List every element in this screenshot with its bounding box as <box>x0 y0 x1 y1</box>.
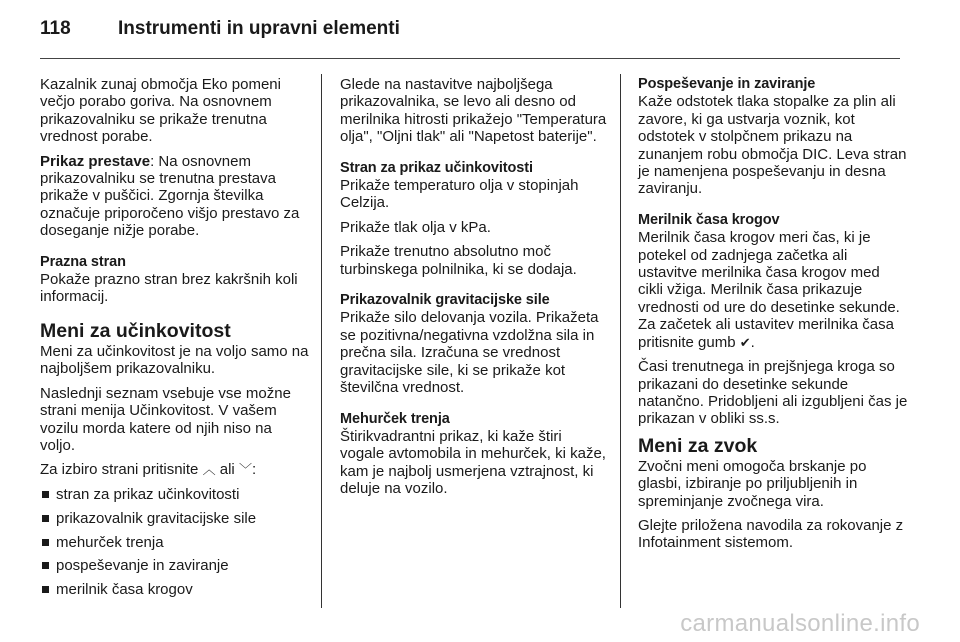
watermark: carmanualsonline.info <box>680 610 920 637</box>
column-1 <box>40 76 310 605</box>
subheading-performance-page: Stran za prikaz učinkovitosti <box>340 159 533 176</box>
section-heading-performance-menu: Meni za učinkovitost <box>40 319 231 342</box>
list-item: merilnik časa krogov <box>40 581 310 598</box>
list-item: stran za prikaz učinkovitosti <box>40 486 310 503</box>
subheading-g-force-display: Prikazovalnik gravitacijske sile <box>340 292 550 309</box>
paragraph-acceleration-braking: Kaže odstotek tlaka stopalke za plin ali zavore, ki ga ustvarja voznik, kot odstotek v stolpčnem prikazu na zunanjem robu območja DIC. Leva stran je namenjena pospeševanju in desna zaviranju. <box>638 93 907 198</box>
paragraph-g-force-display: Prikaže silo delovanja vozila. Prikažeta se pozitivna/negativna vzdolžna sila in prečna sila. Izračuna se vrednost gravitacijske sile, ki se prikaže kot številčna vrednost. <box>340 309 599 397</box>
paragraph-infotainment-reference: Glejte priložena navodila za rokovanje z Infotainment sistemom. <box>638 516 904 552</box>
checkmark-icon: ✔ <box>739 334 751 350</box>
chevron-down-icon: ﹀ <box>238 462 252 478</box>
paragraph-select-page: Za izbiro strani pritisnite ︿ ali ﹀: <box>40 461 257 479</box>
paragraph-friction-bubble: Štirikvadrantni prikaz, ki kaže štiri vogale avtomobila in mehurček, ki kaže, kam je najbolj usmerjena vztrajnost, ki deluje na vozilo. <box>340 427 606 498</box>
paragraph-speedometer-gauges: Glede na nastavitve najboljšega prikazovalnika, se levo ali desno od merilnika hitrosti prikažejo "Temperatura olja", "Oljni tlak" ali "Napetost baterije". <box>340 76 607 146</box>
paragraph-performance-menu: Meni za učinkovitost je na voljo samo na najboljšem prikazovalniku. <box>40 342 309 378</box>
paragraph-empty-page: Pokaže prazno stran brez kakršnih koli informacij. <box>40 271 298 306</box>
column-3 <box>638 76 908 559</box>
paragraph-lap-times: Časi trenutnega in prejšnjega kroga so prikazani do desetinke sekunde natančno. Pridobljeni ali izgubljeni čas je prikazan v obliki ss.s. <box>638 358 908 428</box>
subheading-acceleration-braking: Pospeševanje in zaviranje <box>638 76 816 92</box>
page-header <box>40 18 400 48</box>
column-divider-left <box>321 74 322 608</box>
column-2 <box>340 76 610 505</box>
list-item: pospeševanje in zaviranje <box>40 557 310 574</box>
paragraph-audio-menu: Zvočni meni omogoča brskanje po glasbi, izbiranje po priljubljenih in spreminjanje zvočnega vira. <box>638 457 867 510</box>
running-title: Instrumenti in upravni elementi <box>118 18 400 39</box>
page-number: 118 <box>40 18 71 39</box>
subheading-friction-bubble: Mehurček trenja <box>340 410 450 427</box>
column-divider-right <box>620 74 621 608</box>
list-item: prikazovalnik gravitacijske sile <box>40 510 310 527</box>
chevron-up-icon: ︿ <box>202 462 216 478</box>
paragraph-turbo-boost: Prikaže trenutno absolutno moč turbinskega polnilnika, ki se dodaja. <box>340 243 577 278</box>
performance-pages-list <box>40 486 310 599</box>
gear-display-text: : Na osnovnem prikazovalniku se trenutna prestava prikaže v puščici. Zgornja številka označuje priporočeno višjo prestavo za doseganje nižje porabe. <box>40 152 300 240</box>
paragraph-oil-temperature: Prikaže temperaturo olja v stopinjah Celzija. <box>340 177 579 212</box>
subheading-lap-timer: Merilnik časa krogov <box>638 211 780 228</box>
paragraph-list-intro: Naslednji seznam vsebuje vse možne strani menija Učinkovitost. V vašem vozilu morda katere od njih niso na voljo. <box>40 384 291 454</box>
section-heading-audio-menu: Meni za zvok <box>638 434 758 457</box>
gear-display-label: Prikaz prestave <box>40 152 151 170</box>
paragraph-oil-pressure: Prikaže tlak olja v kPa. <box>340 218 491 236</box>
paragraph-lap-timer: Merilnik časa krogov meri čas, ki je potekel od zadnjega začetka ali ustavitve merilnika časa krogov med cikli vžiga. Merilnik časa prikazuje vrednosti od ure do desetinke sekunde. Za začetek ali ustavitev merilnika časa pritisnite gumb ✔. <box>638 229 900 351</box>
paragraph-eco-range: Kazalnik zunaj območja Eko pomeni večjo porabo goriva. Na osnovnem prikazovalniku se prikaže trenutna vrednost porabe. <box>40 76 281 146</box>
list-item: mehurček trenja <box>40 534 310 551</box>
subheading-empty-page: Prazna stran <box>40 253 126 270</box>
header-rule <box>40 58 900 59</box>
paragraph-gear-display <box>40 153 310 240</box>
